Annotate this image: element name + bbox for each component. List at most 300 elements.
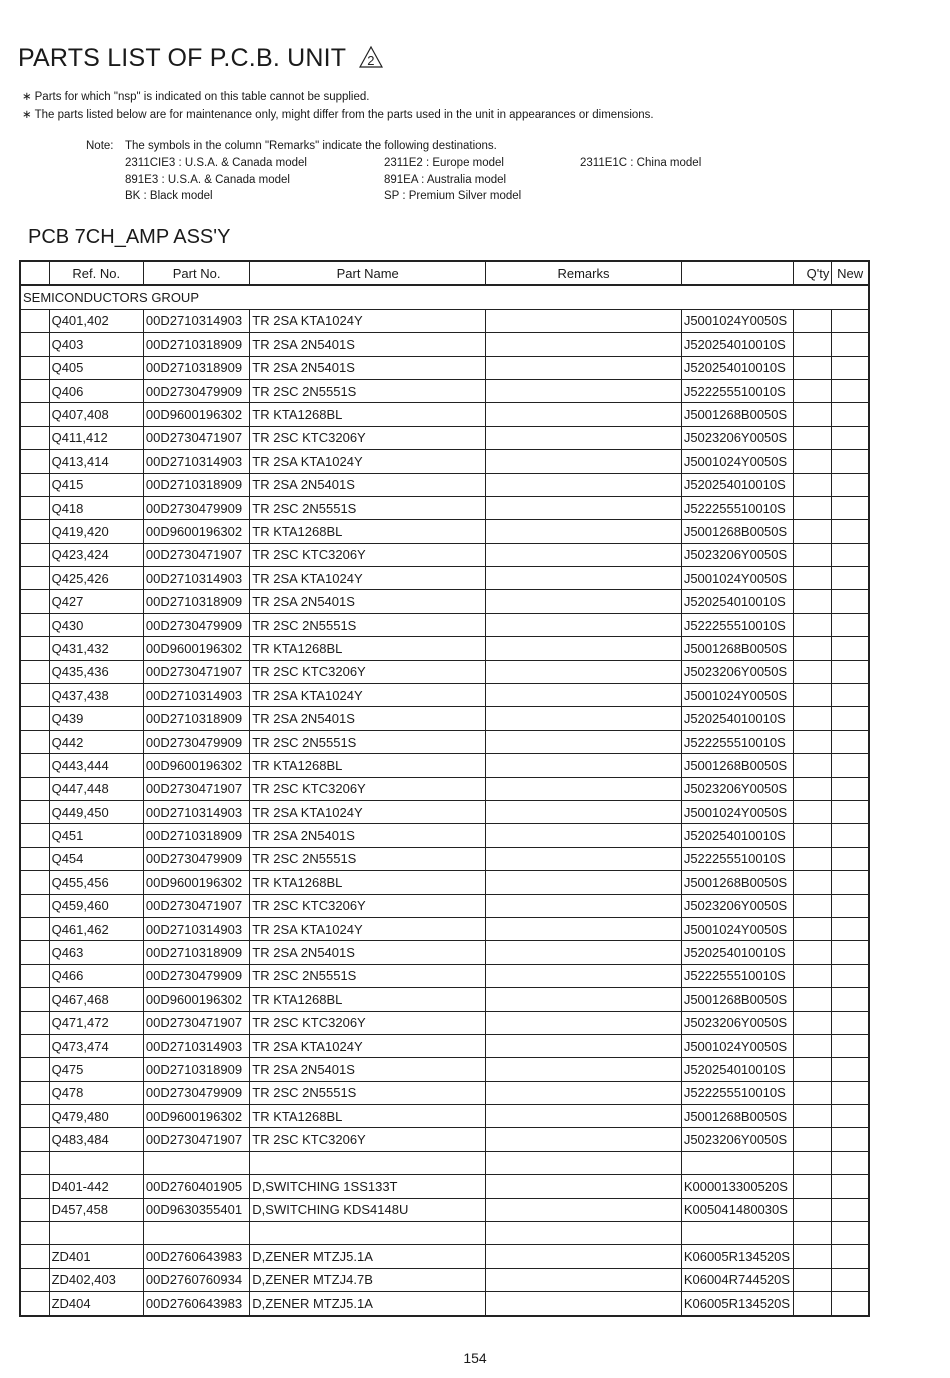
code-cell: K06005R134520S [681,1292,793,1316]
part-name-cell: TR 2SA 2N5401S [250,473,486,496]
remarks-cell [486,1198,682,1221]
part-name-cell: TR 2SA KTA1024Y [250,917,486,940]
table-row [20,637,869,660]
table-row [20,894,869,917]
table-row [20,871,869,894]
new-cell [832,613,869,636]
remarks-cell [486,777,682,800]
new-cell [832,800,869,823]
remarks-cell [486,496,682,519]
qty-cell [794,777,832,800]
code-cell: K005041480030S [681,1198,793,1221]
code-cell: J5001024Y0050S [681,684,793,707]
row-blank-cell [20,1034,49,1057]
new-cell [832,660,869,683]
row-blank-cell [20,496,49,519]
part-no-cell: 00D2710318909 [143,941,249,964]
new-cell [832,707,869,730]
part-no-cell: 00D2710314903 [143,800,249,823]
qty-cell [794,988,832,1011]
part-no-cell: 00D2730471907 [143,660,249,683]
ref-no-cell: Q405 [49,356,143,379]
warning-triangle-icon [359,45,383,76]
part-name-cell: TR 2SA KTA1024Y [250,800,486,823]
table-row [20,988,869,1011]
table-row [20,426,869,449]
row-blank-cell [20,754,49,777]
group-row [20,285,869,309]
remarks-cell [486,1151,682,1174]
part-no-cell: 00D9600196302 [143,520,249,543]
table-row [20,1222,869,1245]
remarks-cell [486,333,682,356]
ref-no-cell [49,1222,143,1245]
table-row [20,800,869,823]
ref-no-cell: Q431,432 [49,637,143,660]
code-cell: J520254010010S [681,707,793,730]
remarks-cell [486,543,682,566]
remarks-cell [486,824,682,847]
qty-cell [794,1245,832,1268]
row-blank-cell [20,426,49,449]
ref-no-cell: Q406 [49,379,143,402]
qty-cell [794,567,832,590]
row-blank-cell [20,824,49,847]
part-no-cell: 00D2710318909 [143,333,249,356]
code-cell: J520254010010S [681,356,793,379]
code-cell: J522255510010S [681,379,793,402]
remarks-cell [486,520,682,543]
new-cell [832,1198,869,1221]
ref-no-cell: Q413,414 [49,450,143,473]
row-blank-cell [20,450,49,473]
remarks-cell [486,871,682,894]
part-no-cell: 00D2710318909 [143,1058,249,1081]
ref-no-cell: Q401,402 [49,309,143,332]
ref-no-cell: Q449,450 [49,800,143,823]
code-cell: K06004R744520S [681,1268,793,1291]
new-cell [832,988,869,1011]
part-no-cell: 00D2730471907 [143,1128,249,1151]
part-no-cell: 00D2730479909 [143,496,249,519]
table-header-row [20,261,869,285]
destination-column-1: 2311CIE3 : U.S.A. & Canada model 891E3 : U.S.A. & Canada model BK : Black model [125,157,307,202]
part-name-cell [250,1151,486,1174]
ref-no-cell: Q442 [49,730,143,753]
part-no-cell: 00D2710318909 [143,590,249,613]
new-cell [832,637,869,660]
row-blank-cell [20,520,49,543]
part-no-cell: 00D2730479909 [143,964,249,987]
qty-cell [794,590,832,613]
group-label: SEMICONDUCTORS GROUP [20,285,869,309]
part-no-cell: 00D2710314903 [143,917,249,940]
table-row [20,1198,869,1221]
new-cell [832,1105,869,1128]
remarks-cell [486,800,682,823]
remarks-cell [486,917,682,940]
ref-no-cell: Q459,460 [49,894,143,917]
ref-no-cell: ZD404 [49,1292,143,1316]
section-title: PCB 7CH_AMP ASS'Y [28,226,231,248]
part-name-cell: TR 2SC 2N5551S [250,730,486,753]
part-no-cell: 00D2730471907 [143,894,249,917]
table-row [20,1175,869,1198]
qty-cell [794,1151,832,1174]
remarks-cell [486,847,682,870]
warning-mark-number: 2 [367,53,375,68]
code-cell: J5023206Y0050S [681,777,793,800]
new-cell [832,871,869,894]
remarks-cell [486,309,682,332]
remarks-cell [486,1034,682,1057]
code-cell: J5023206Y0050S [681,543,793,566]
destination-column-2: 2311E2 : Europe model 891EA : Australia model SP : Premium Silver model [384,157,522,202]
ref-no-cell: Q483,484 [49,1128,143,1151]
table-row [20,520,869,543]
table-row [20,403,869,426]
part-name-cell: TR 2SA 2N5401S [250,1058,486,1081]
remarks-cell [486,941,682,964]
asterisk-mark: ∗ [22,91,32,103]
ref-no-cell: Q478 [49,1081,143,1104]
ref-no-cell: Q454 [49,847,143,870]
qty-cell [794,637,832,660]
row-blank-cell [20,1081,49,1104]
part-no-cell: 00D9600196302 [143,403,249,426]
part-no-cell: 00D2730479909 [143,1081,249,1104]
ref-no-cell: D457,458 [49,1198,143,1221]
qty-cell [794,379,832,402]
code-cell: K06005R134520S [681,1245,793,1268]
new-cell [832,333,869,356]
remarks-cell [486,1245,682,1268]
part-name-cell: TR 2SA 2N5401S [250,707,486,730]
qty-cell [794,917,832,940]
row-blank-cell [20,1011,49,1034]
qty-cell [794,450,832,473]
row-blank-cell [20,1128,49,1151]
row-blank-cell [20,777,49,800]
new-cell [832,730,869,753]
part-name-cell: TR 2SC 2N5551S [250,1081,486,1104]
code-cell: J520254010010S [681,941,793,964]
code-cell: J5023206Y0050S [681,426,793,449]
ref-no-cell: Q447,448 [49,777,143,800]
remarks-cell [486,426,682,449]
row-blank-cell [20,333,49,356]
qty-cell [794,964,832,987]
code-cell: J522255510010S [681,964,793,987]
part-name-cell: TR 2SC KTC3206Y [250,426,486,449]
new-cell [832,917,869,940]
row-blank-cell [20,917,49,940]
part-no-cell: 00D2710314903 [143,1034,249,1057]
new-cell [832,403,869,426]
new-cell [832,543,869,566]
table-row [20,333,869,356]
new-cell [832,894,869,917]
row-blank-cell [20,403,49,426]
ref-no-cell: Q437,438 [49,684,143,707]
column-header: Part Name [250,261,486,285]
row-blank-cell [20,730,49,753]
remarks-cell [486,707,682,730]
qty-cell [794,894,832,917]
part-name-cell: TR 2SC KTC3206Y [250,660,486,683]
part-no-cell: 00D2760760934 [143,1268,249,1291]
part-no-cell: 00D2730479909 [143,730,249,753]
qty-cell [794,520,832,543]
ref-no-cell: Q467,468 [49,988,143,1011]
remarks-cell [486,894,682,917]
qty-cell [794,613,832,636]
table-row [20,1105,869,1128]
ref-no-cell: Q415 [49,473,143,496]
ref-no-cell: Q461,462 [49,917,143,940]
remarks-cell [486,988,682,1011]
part-name-cell: TR 2SC KTC3206Y [250,1128,486,1151]
part-no-cell: 00D2710314903 [143,450,249,473]
part-no-cell: 00D9600196302 [143,871,249,894]
part-no-cell: 00D2730479909 [143,379,249,402]
remarks-cell [486,590,682,613]
code-cell: J5001024Y0050S [681,917,793,940]
new-cell [832,450,869,473]
qty-cell [794,871,832,894]
qty-cell [794,800,832,823]
ref-no-cell: ZD401 [49,1245,143,1268]
part-no-cell: 00D9600196302 [143,988,249,1011]
remarks-cell [486,403,682,426]
ref-no-cell: Q419,420 [49,520,143,543]
remarks-cell [486,1268,682,1291]
table-row [20,917,869,940]
table-row [20,1292,869,1316]
part-name-cell: D,ZENER MTZJ5.1A [250,1245,486,1268]
remarks-cell [486,1081,682,1104]
page-title-text: PARTS LIST OF P.C.B. UNIT [18,44,346,72]
part-no-cell: 00D2760401905 [143,1175,249,1198]
new-cell [832,964,869,987]
remarks-cell [486,473,682,496]
ref-no-cell: Q471,472 [49,1011,143,1034]
ref-no-cell: Q439 [49,707,143,730]
note-label: Note: [86,140,114,152]
remarks-cell [486,567,682,590]
qty-cell [794,1292,832,1316]
ref-no-cell: D401-442 [49,1175,143,1198]
table-row [20,356,869,379]
part-no-cell: 00D2730471907 [143,1011,249,1034]
part-name-cell: TR 2SA KTA1024Y [250,309,486,332]
remarks-cell [486,730,682,753]
remarks-cell [486,964,682,987]
code-cell: J520254010010S [681,333,793,356]
table-row [20,730,869,753]
table-row [20,379,869,402]
remarks-cell [486,1011,682,1034]
table-row [20,613,869,636]
new-cell [832,1268,869,1291]
qty-cell [794,1198,832,1221]
row-blank-cell [20,1175,49,1198]
part-name-cell: TR 2SA 2N5401S [250,824,486,847]
ref-no-cell: Q455,456 [49,871,143,894]
part-no-cell: 00D2710318909 [143,824,249,847]
table-row [20,964,869,987]
code-cell [681,1222,793,1245]
parts-table [19,260,870,1317]
row-blank-cell [20,684,49,707]
code-cell: J5001024Y0050S [681,1034,793,1057]
table-row [20,754,869,777]
code-cell: J5001024Y0050S [681,800,793,823]
page-title [18,44,383,76]
destination-column-3: 2311E1C : China model [580,157,702,169]
qty-cell [794,1222,832,1245]
part-name-cell [250,1222,486,1245]
table-row [20,707,869,730]
part-name-cell: D,ZENER MTZJ4.7B [250,1268,486,1291]
code-cell: J5023206Y0050S [681,660,793,683]
part-name-cell: TR 2SC 2N5551S [250,847,486,870]
part-name-cell: TR 2SC KTC3206Y [250,543,486,566]
part-no-cell [143,1151,249,1174]
new-cell [832,1292,869,1316]
remarks-cell [486,637,682,660]
code-cell: J5001268B0050S [681,403,793,426]
qty-cell [794,1128,832,1151]
qty-cell [794,1011,832,1034]
code-cell: K000013300520S [681,1175,793,1198]
row-blank-cell [20,988,49,1011]
new-cell [832,426,869,449]
ref-no-cell: Q430 [49,613,143,636]
new-cell [832,777,869,800]
qty-cell [794,1058,832,1081]
table-row [20,1268,869,1291]
part-no-cell: 00D9600196302 [143,754,249,777]
part-name-cell: D,SWITCHING 1SS133T [250,1175,486,1198]
code-cell [681,1151,793,1174]
part-name-cell: TR KTA1268BL [250,520,486,543]
new-cell [832,1151,869,1174]
row-blank-cell [20,894,49,917]
new-cell [832,1081,869,1104]
new-cell [832,567,869,590]
qty-cell [794,684,832,707]
part-name-cell: TR KTA1268BL [250,637,486,660]
part-name-cell: TR 2SA KTA1024Y [250,450,486,473]
table-row [20,684,869,707]
qty-cell [794,1034,832,1057]
code-cell: J5001268B0050S [681,637,793,660]
table-row [20,496,869,519]
table-row [20,567,869,590]
row-blank-cell [20,473,49,496]
table-row [20,824,869,847]
code-cell: J5001268B0050S [681,520,793,543]
qty-cell [794,309,832,332]
ref-no-cell: Q418 [49,496,143,519]
row-blank-cell [20,613,49,636]
code-cell: J5001268B0050S [681,871,793,894]
new-cell [832,356,869,379]
part-no-cell: 00D2710318909 [143,473,249,496]
remarks-cell [486,379,682,402]
ref-no-cell [49,1151,143,1174]
part-no-cell: 00D9600196302 [143,1105,249,1128]
new-cell [832,684,869,707]
note-line: ∗ Parts for which "nsp" is indicated on this table cannot be supplied. [22,91,370,103]
column-header [681,261,793,285]
row-blank-cell [20,660,49,683]
qty-cell [794,496,832,519]
part-name-cell: D,ZENER MTZJ5.1A [250,1292,486,1316]
remarks-cell [486,1058,682,1081]
ref-no-cell: Q479,480 [49,1105,143,1128]
part-no-cell: 00D2730471907 [143,543,249,566]
new-cell [832,1128,869,1151]
qty-cell [794,1105,832,1128]
row-blank-cell [20,1222,49,1245]
table-row [20,1245,869,1268]
new-cell [832,309,869,332]
ref-no-cell: Q473,474 [49,1034,143,1057]
row-blank-cell [20,1105,49,1128]
part-name-cell: TR 2SA 2N5401S [250,941,486,964]
remarks-cell [486,1105,682,1128]
part-no-cell: 00D2710314903 [143,684,249,707]
part-no-cell: 00D2710314903 [143,567,249,590]
row-blank-cell [20,1198,49,1221]
part-no-cell: 00D2710314903 [143,309,249,332]
part-no-cell: 00D2730479909 [143,613,249,636]
code-cell: J5001268B0050S [681,988,793,1011]
destination-intro: The symbols in the column "Remarks" indicate the following destinations. [125,140,497,152]
ref-no-cell: Q463 [49,941,143,964]
qty-cell [794,730,832,753]
qty-cell [794,847,832,870]
part-name-cell: TR KTA1268BL [250,988,486,1011]
part-name-cell: TR 2SC 2N5551S [250,379,486,402]
remarks-cell [486,613,682,636]
part-no-cell: 00D9630355401 [143,1198,249,1221]
row-blank-cell [20,1292,49,1316]
part-name-cell: TR 2SC 2N5551S [250,613,486,636]
row-blank-cell [20,567,49,590]
part-no-cell: 00D2710318909 [143,356,249,379]
new-cell [832,1011,869,1034]
new-cell [832,473,869,496]
qty-cell [794,1175,832,1198]
remarks-cell [486,1222,682,1245]
code-cell: J520254010010S [681,590,793,613]
ref-no-cell: Q407,408 [49,403,143,426]
qty-cell [794,941,832,964]
table-row [20,473,869,496]
qty-cell [794,426,832,449]
part-name-cell: D,SWITCHING KDS4148U [250,1198,486,1221]
part-name-cell: TR 2SA 2N5401S [250,590,486,613]
row-blank-cell [20,871,49,894]
code-cell: J5001024Y0050S [681,450,793,473]
ref-no-cell: Q475 [49,1058,143,1081]
part-name-cell: TR KTA1268BL [250,1105,486,1128]
qty-cell [794,660,832,683]
qty-cell [794,824,832,847]
